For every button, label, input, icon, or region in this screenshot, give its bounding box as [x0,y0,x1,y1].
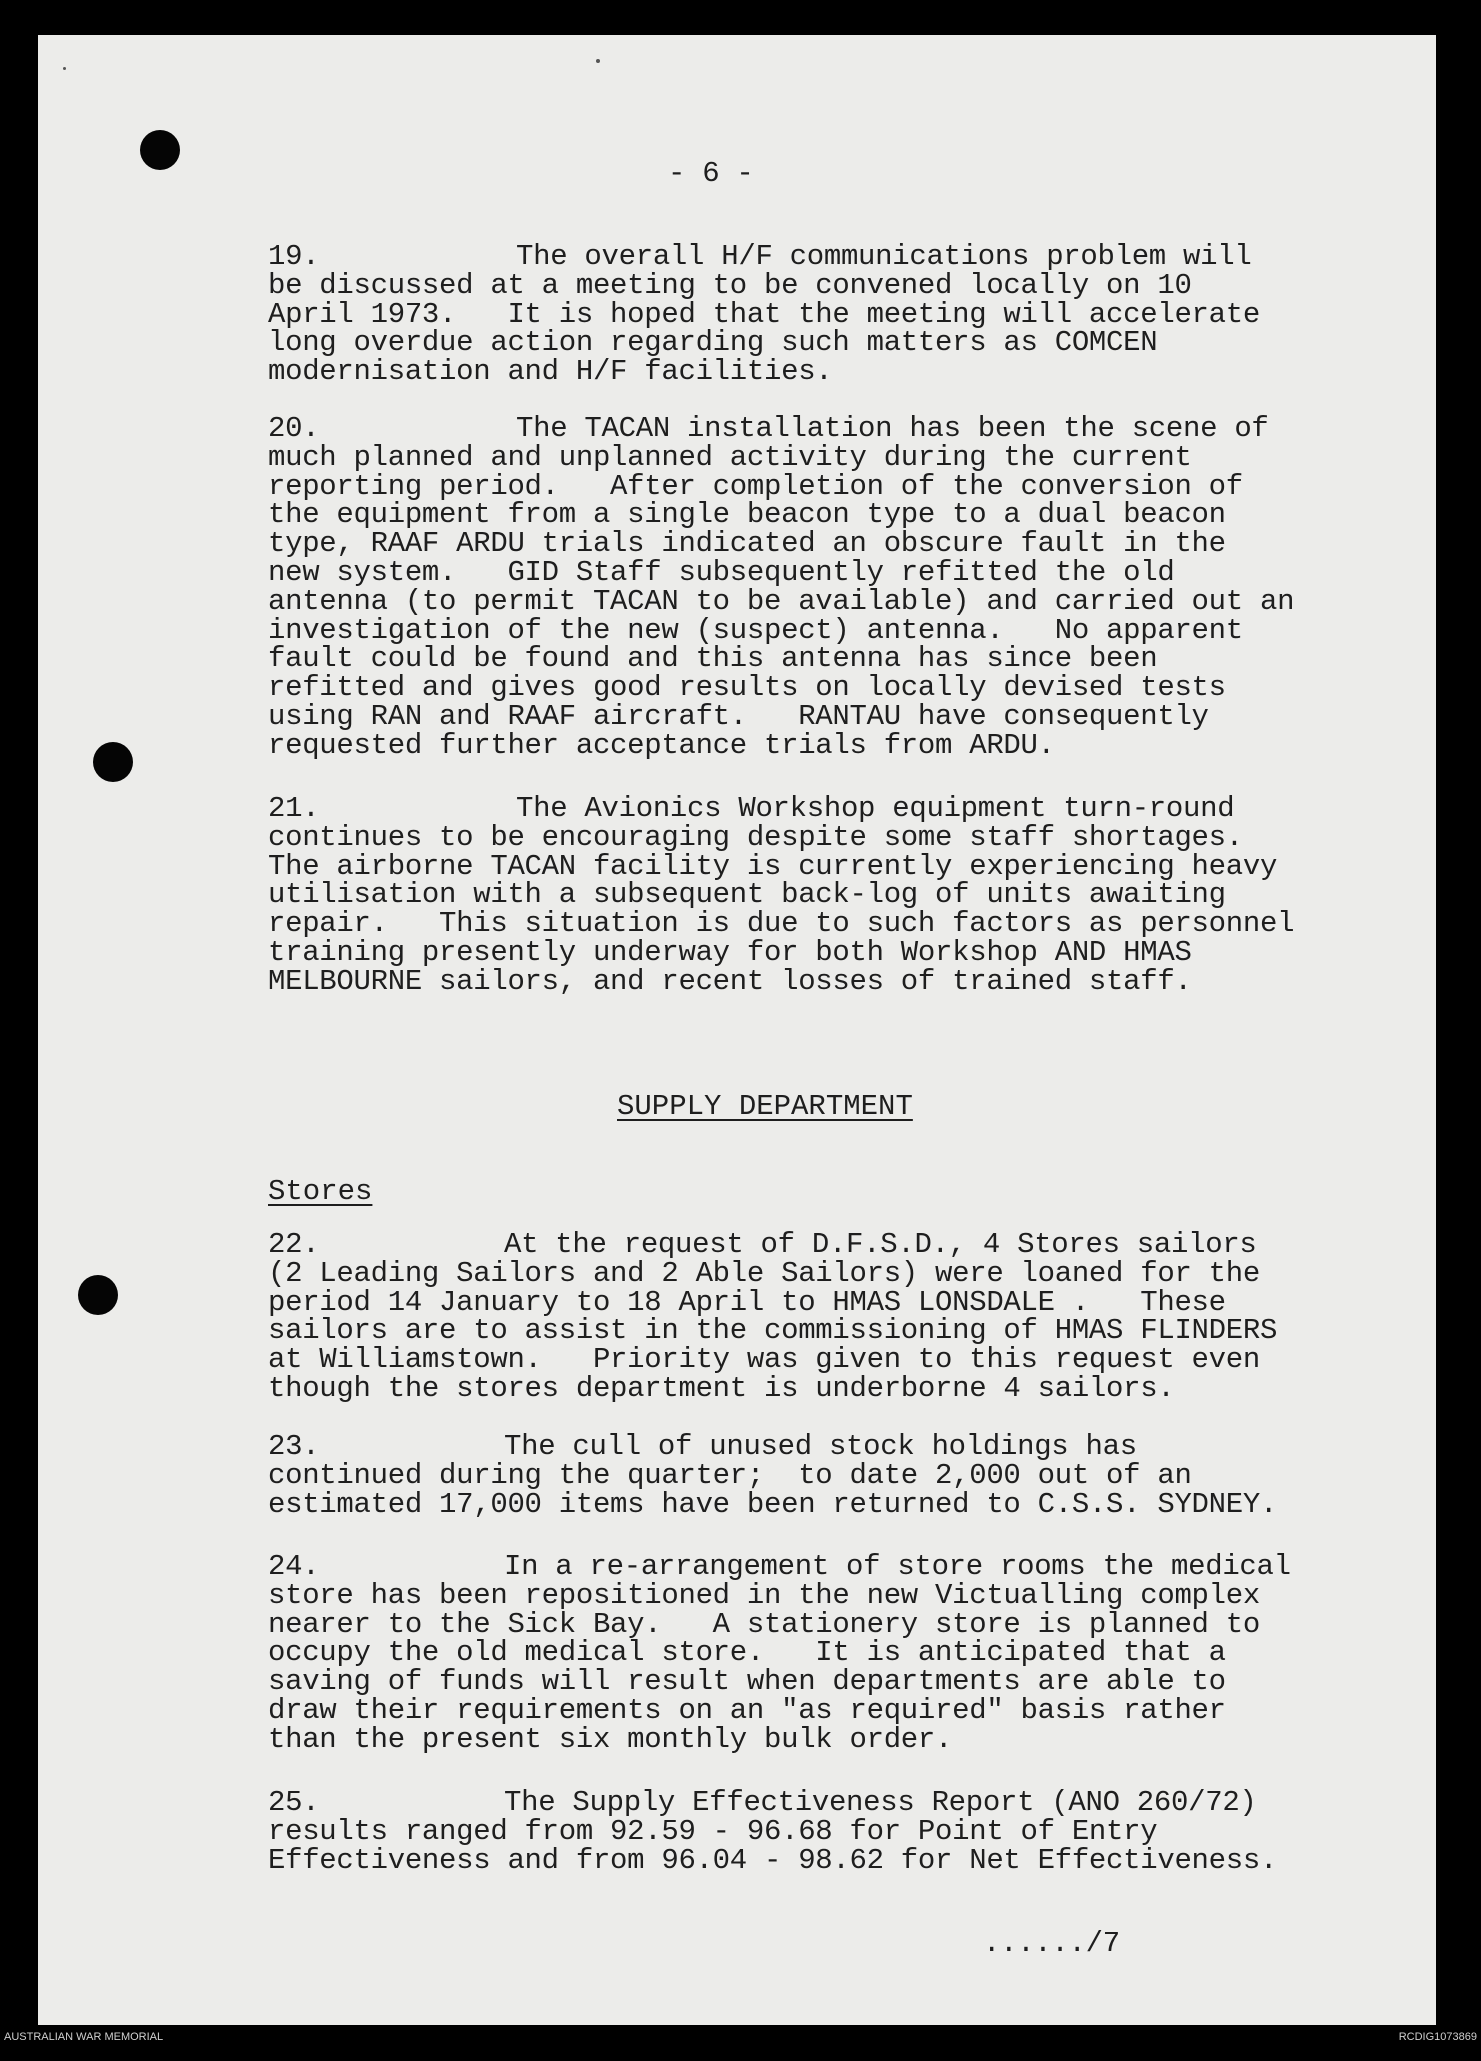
paragraph-line: much planned and unplanned activity during the current [268,440,1192,474]
paragraph-line: long overdue action regarding such matters as COMCEN [268,326,1158,360]
paragraph-19 [268,240,1348,389]
paragraph-text: In a re-arrangement of store rooms the medical [504,1550,1291,1583]
paragraph-line [268,1550,1348,1583]
paragraph-line: nearer to the Sick Bay. A stationery store is planned to [268,1607,1260,1641]
paragraph-line [268,412,1348,445]
paragraph-line: occupy the old medical store. It is anticipated that a [268,1636,1226,1670]
paragraph-line [268,1430,1348,1463]
paragraph-line: type, RAAF ARDU trials indicated an obscure fault in the [268,527,1226,561]
paragraph-line: repair. This situation is due to such factors as personnel [268,907,1295,941]
paragraph-line: store has been repositioned in the new Victualling complex [268,1578,1260,1612]
paragraph-line: fault could be found and this antenna has since been [268,642,1158,676]
paragraph-line: modernisation and H/F facilities. [268,355,833,389]
paragraph-line: results ranged from 92.59 - 96.68 for Point of Entry [268,1814,1158,1848]
paragraph-line: estimated 17,000 items have been returned to C.S.S. SYDNEY. [268,1487,1278,1521]
paragraph-line: be discussed at a meeting to be convened locally on 10 [268,268,1192,302]
punch-hole-bottom [78,1275,118,1315]
paragraph-number: 21. [268,792,320,825]
paragraph-text: The Avionics Workshop equipment turn-round [516,792,1235,825]
paragraph-line [268,1786,1348,1819]
paragraph-line: saving of funds will result when departments are able to [268,1665,1226,1699]
paragraph-line: period 14 January to 18 April to HMAS LONSDALE . These [268,1285,1226,1319]
paragraph-line: training presently underway for both Workshop AND HMAS [268,935,1192,969]
paragraph-number: 22. [268,1228,320,1261]
paragraph-text: At the request of D.F.S.D., 4 Stores sailors [504,1228,1257,1261]
paragraph-text: The overall H/F communications problem will [516,240,1252,273]
paragraph-24 [268,1550,1348,1756]
paragraph-line: antenna (to permit TACAN to be available) and carried out an [268,584,1295,618]
paper-speck [596,59,600,63]
paragraph-line: continued during the quarter; to date 2,000 out of an [268,1458,1192,1492]
paragraph-number: 25. [268,1786,320,1819]
footer-archive-name: AUSTRALIAN WAR MEMORIAL [4,2031,164,2043]
paragraph-line: at Williamstown. Priority was given to this request even [268,1343,1260,1377]
paragraph-line: the equipment from a single beacon type to a dual beacon [268,498,1226,532]
paragraph-line: continues to be encouraging despite some staff shortages. [268,820,1243,854]
section-subheading: Stores [268,1175,373,1208]
paragraph-line: though the stores department is underborne 4 sailors. [268,1371,1175,1405]
paragraph-22 [268,1228,1348,1405]
paragraph-21 [268,792,1348,998]
paper-speck [63,67,66,70]
paragraph-line: utilisation with a subsequent back-log of units awaiting [268,878,1226,912]
paragraph-line: Effectiveness and from 96.04 - 98.62 for Net Effectiveness. [268,1843,1278,1877]
section-title: SUPPLY DEPARTMENT [617,1090,913,1123]
paragraph-text: The cull of unused stock holdings has [504,1430,1137,1463]
paragraph-20 [268,412,1348,762]
paragraph-line: than the present six monthly bulk order. [268,1722,953,1756]
paragraph-line: requested further acceptance trials from ARDU. [268,728,1055,762]
page-number: - 6 - [668,157,754,190]
paragraph-line: draw their requirements on an "as required" basis rather [268,1693,1226,1727]
paragraph-text: The TACAN installation has been the scene of [516,412,1269,445]
paragraph-line [268,792,1348,825]
paragraph-number: 19. [268,240,320,273]
paragraph-line: sailors are to assist in the commissioning of HMAS FLINDERS [268,1314,1278,1348]
paragraph-text: The Supply Effectiveness Report (ANO 260/72) [504,1786,1257,1819]
paragraph-line: April 1973. It is hoped that the meeting will accelerate [268,297,1260,331]
continuation-marker: ....../7 [983,1927,1120,1960]
paragraph-23 [268,1430,1348,1521]
paragraph-line: investigation of the new (suspect) antenna. No apparent [268,613,1243,647]
paragraph-line: The airborne TACAN facility is currently experiencing heavy [268,849,1278,883]
paragraph-line: using RAN and RAAF aircraft. RANTAU have consequently [268,699,1209,733]
paragraph-line [268,240,1348,273]
paragraph-number: 24. [268,1550,320,1583]
paragraph-number: 23. [268,1430,320,1463]
punch-hole-top [140,130,180,170]
paragraph-25 [268,1786,1348,1877]
paragraph-line: new system. GID Staff subsequently refitted the old [268,555,1175,589]
paragraph-number: 20. [268,412,320,445]
paragraph-line: refitted and gives good results on locally devised tests [268,671,1226,705]
paragraph-line: (2 Leading Sailors and 2 Able Sailors) were loaned for the [268,1256,1260,1290]
paragraph-line: reporting period. After completion of the conversion of [268,469,1243,503]
punch-hole-middle [93,742,133,782]
footer-record-id: RCDIG1073869 [1398,2031,1477,2043]
paragraph-line: MELBOURNE sailors, and recent losses of trained staff. [268,964,1192,998]
paragraph-line [268,1228,1348,1261]
